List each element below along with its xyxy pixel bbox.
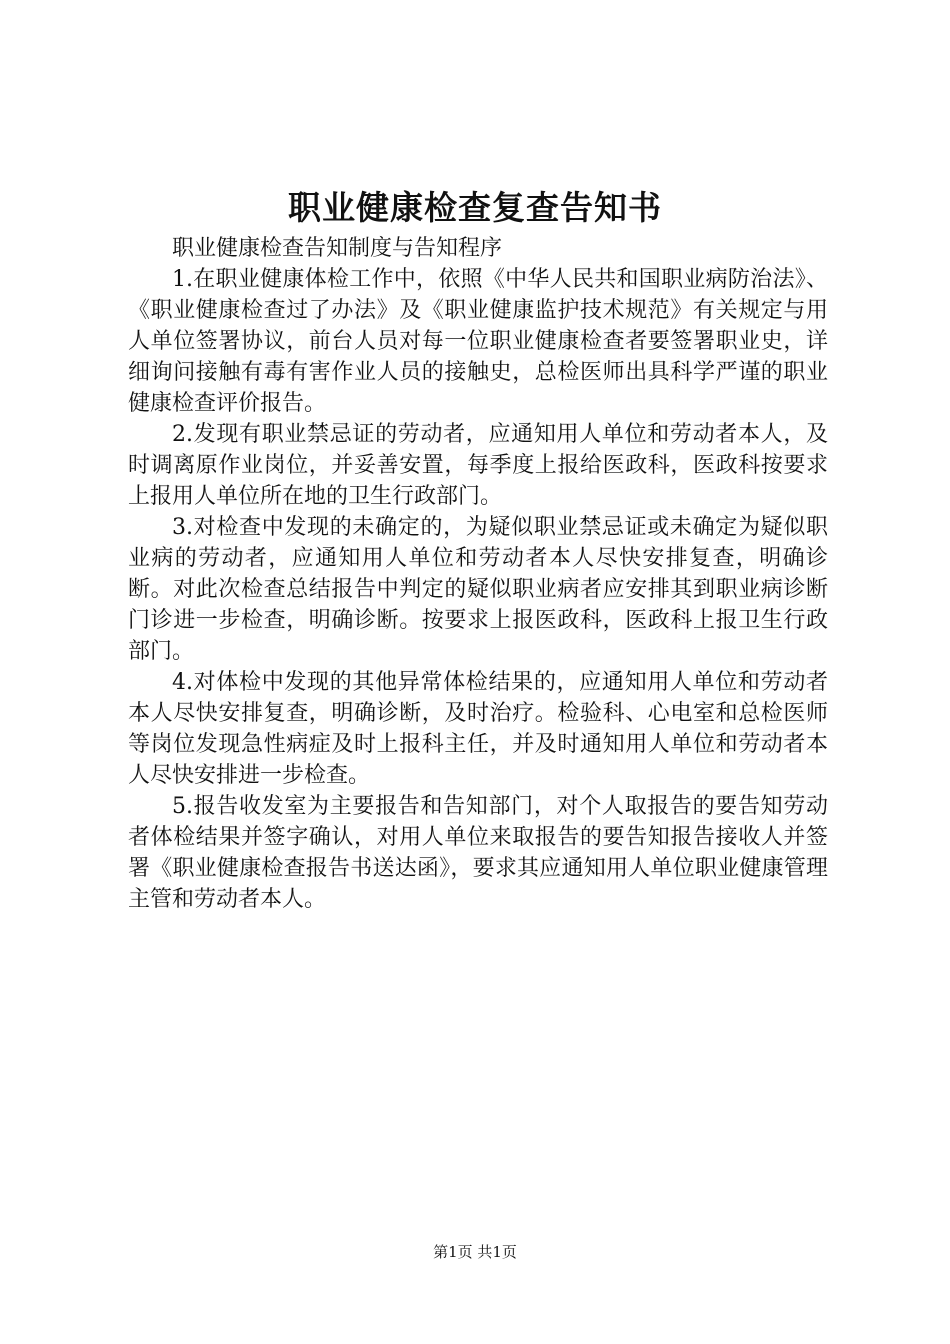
item-paragraph-3: 3.对检查中发现的未确定的，为疑似职业禁忌证或未确定为疑似职业病的劳动者，应通知用人单位和劳动者本人尽快安排复查，明确诊断。对此次检查总结报告中判定的疑似职业病者应安排其到职业病诊断门诊进一步检查，明确诊断。按要求上报医政科，医政科上报卫生行政部门。 [128,515,828,664]
subtitle-paragraph: 职业健康检查告知制度与告知程序 [172,236,503,261]
item-paragraph-2: 2.发现有职业禁忌证的劳动者，应通知用人单位和劳动者本人，及时调离原作业岗位，并妥善安置，每季度上报给医政科，医政科按要求上报用人单位所在地的卫生行政部门。 [128,422,828,509]
document-body [128,233,828,915]
document-title: 职业健康检查复查告知书 [288,188,662,227]
item-paragraph-4: 4.对体检中发现的其他异常体检结果的，应通知用人单位和劳动者本人尽快安排复查，明确诊断，及时治疗。检验科、心电室和总检医师等岗位发现急性病症及时上报科主任，并及时通知用人单位和劳动者本人尽快安排进一步检查。 [128,670,828,788]
item-paragraph-1: 1.在职业健康体检工作中，依照《中华人民共和国职业病防治法》、《职业健康检查过了办法》及《职业健康监护技术规范》有关规定与用人单位签署协议，前台人员对每一位职业健康检查者要签署职业史，详细询问接触有毒有害作业人员的接触史，总检医师出具科学严谨的职业健康检查评价报告。 [128,267,828,416]
item-paragraph-5: 5.报告收发室为主要报告和告知部门，对个人取报告的要告知劳动者体检结果并签字确认，对用人单位来取报告的要告知报告接收人并签署《职业健康检查报告书送达函》，要求其应通知用人单位职业健康管理主管和劳动者本人。 [128,794,828,912]
page-footer: 第1页 共1页 [433,1243,517,1261]
